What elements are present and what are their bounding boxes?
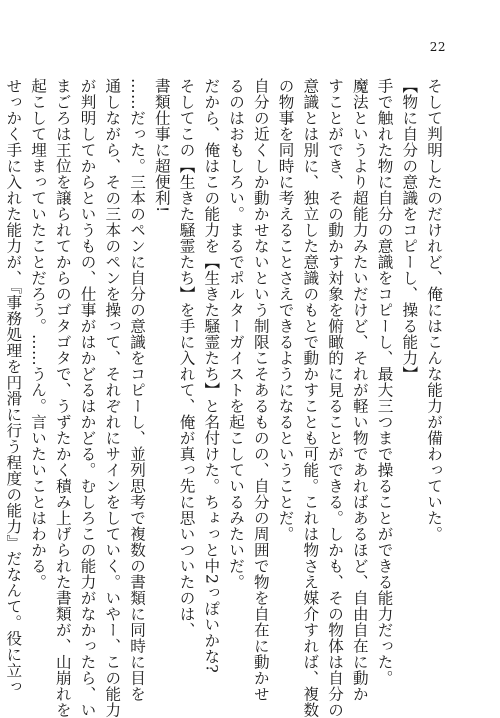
text-line: そしてこの【生きた騒霊たち】を手に入れて、俺が真っ先に思いついたのは、 — [177, 78, 196, 638]
body-text — [4, 78, 446, 718]
text-line: 自分の近くしか動かせないという制限こそあるものの、自分の周囲で物を自在に動かせ — [251, 78, 270, 702]
text-line: そして判明したのだけれど、俺にはこんな能力が備わっていた。 — [425, 78, 443, 542]
page-number: 22 — [429, 40, 446, 54]
text-line: まごろは王位を譲られてからのゴタゴタで、うずたかく積み上げられた書類が、山崩れを — [53, 78, 72, 718]
text-line: 【物に自分の意識をコピーし、操る能力】 — [400, 78, 419, 382]
text-line: 通しながら、その三本のペンを操って、それぞれにサインをしていく。いやー、この能力 — [103, 78, 122, 718]
text-line: 魔法というより超能力みたいだけど、それが軽い物であればあるほど、自由自在に動か — [350, 78, 369, 702]
text-line: 手で触れた物に自分の意識をコピーし、最大三つまで操ることができる能力だった。 — [375, 78, 394, 686]
text-line: 意識とは別に、独立した意識のもとで動かすことも可能。これは物さえ媒介すれば、複数 — [301, 78, 320, 718]
text-line: せっかく手に入れた能力が、『事務処理を円滑に行う程度の能力』だなんて。役に立っ — [4, 78, 23, 695]
text-line: ……だった。三本のペンに自分の意識をコピーし、並列思考で複数の書類に同時に目を — [128, 78, 146, 702]
text-line: だから、俺はこの能力を【生きた騒霊たち】と名付けた。ちょっと中2っぽいかな? — [202, 78, 221, 674]
text-line: が判明してからというもの、仕事がはかどるはかどる。むしろこの能力がなかったら、い — [78, 78, 97, 718]
text-line: るのはおもしろい。まるでポルターガイストを起こしているみたいだ。 — [227, 78, 245, 590]
text-line: 書類仕事に超便利! — [152, 78, 171, 213]
text-line: の物事を同時に考えることさえできるようになるということだ。 — [276, 78, 295, 542]
text-line: すことができ、その動かす対象を俯瞰的に見ることができる。しかも、その物体は自分の — [326, 78, 344, 718]
text-line: 起こして埋まっていたことだろう。……うん。言いたいことはわかる。 — [29, 78, 47, 590]
